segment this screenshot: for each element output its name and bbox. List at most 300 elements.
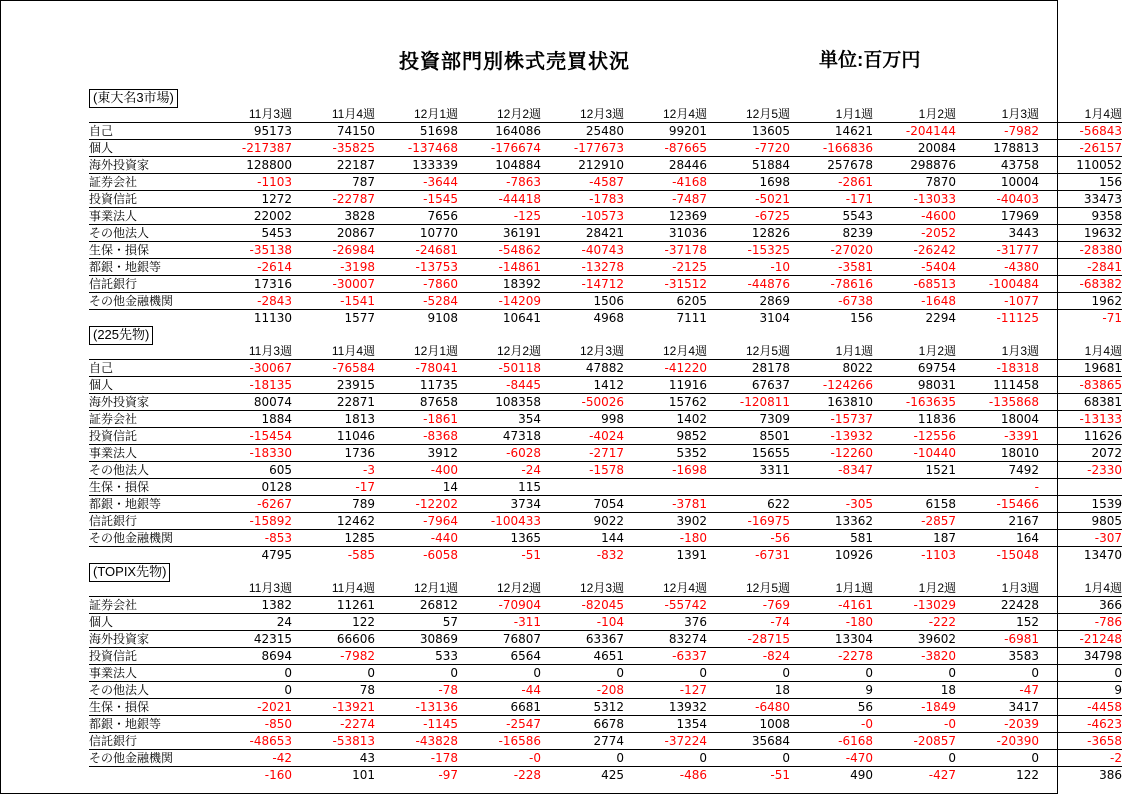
header-row xyxy=(89,106,1122,123)
data-cell: 63367 xyxy=(541,631,624,648)
data-cell: -7860 xyxy=(375,276,458,293)
data-cell: -56843 xyxy=(1039,123,1122,140)
data-cell: -15325 xyxy=(707,242,790,259)
data-cell: -6725 xyxy=(707,208,790,225)
table-row xyxy=(89,496,1122,513)
data-cell: 164 xyxy=(956,530,1039,547)
data-cell: -35825 xyxy=(292,140,375,157)
data-cell: -3644 xyxy=(375,174,458,191)
data-cell: -7487 xyxy=(624,191,707,208)
data-cell: -180 xyxy=(624,530,707,547)
column-header: 12月2週 xyxy=(458,106,541,123)
data-cell: -3820 xyxy=(873,648,956,665)
data-cell: -305 xyxy=(790,496,873,513)
data-cell: 9 xyxy=(790,682,873,699)
data-cell: 0 xyxy=(541,665,624,682)
data-cell: -14209 xyxy=(458,293,541,310)
data-cell: -400 xyxy=(375,462,458,479)
column-header: 1月4週 xyxy=(1039,580,1122,597)
column-header: 12月4週 xyxy=(624,343,707,360)
data-cell: 5543 xyxy=(790,208,873,225)
data-cell: 0 xyxy=(707,750,790,767)
data-cell: -2717 xyxy=(541,445,624,462)
data-cell: 7870 xyxy=(873,174,956,191)
data-cell: -13033 xyxy=(873,191,956,208)
row-label: 海外投資家 xyxy=(89,157,209,174)
data-cell: -15737 xyxy=(790,411,873,428)
data-cell: -2547 xyxy=(458,716,541,733)
table-row xyxy=(89,276,1122,293)
row-label: 投資信託 xyxy=(89,648,209,665)
data-cell: -7720 xyxy=(707,140,790,157)
total-row xyxy=(89,767,1122,784)
data-cell: -76584 xyxy=(292,360,375,377)
data-cell: -6028 xyxy=(458,445,541,462)
data-cell: 1412 xyxy=(541,377,624,394)
data-cell: -5284 xyxy=(375,293,458,310)
data-cell: -10 xyxy=(707,259,790,276)
data-cell: 43758 xyxy=(956,157,1039,174)
data-cell: 7656 xyxy=(375,208,458,225)
total-cell: -6731 xyxy=(755,548,790,562)
data-cell: 18392 xyxy=(458,276,541,293)
row-label: その他金融機関 xyxy=(89,750,209,767)
data-cell: 787 xyxy=(292,174,375,191)
data-cell: 69754 xyxy=(873,360,956,377)
row-label: 信託銀行 xyxy=(89,513,209,530)
total-cell: 101 xyxy=(352,768,375,782)
data-cell: 13362 xyxy=(790,513,873,530)
data-cell: -120811 xyxy=(707,394,790,411)
column-header: 12月1週 xyxy=(375,106,458,123)
header-row xyxy=(89,343,1122,360)
row-label: 都銀・地銀等 xyxy=(89,496,209,513)
table-row xyxy=(89,208,1122,225)
data-cell: -16975 xyxy=(707,513,790,530)
data-cell: 8694 xyxy=(209,648,292,665)
row-label: 都銀・地銀等 xyxy=(89,716,209,733)
table-row xyxy=(89,648,1122,665)
table-row xyxy=(89,360,1122,377)
data-cell: -22787 xyxy=(292,191,375,208)
data-cell: 0 xyxy=(624,665,707,682)
data-cell: 11735 xyxy=(375,377,458,394)
data-cell: 43 xyxy=(292,750,375,767)
table-row xyxy=(89,140,1122,157)
data-cell: -217387 xyxy=(209,140,292,157)
data-cell: -163635 xyxy=(873,394,956,411)
total-cell: -160 xyxy=(264,768,292,782)
row-label: その他金融機関 xyxy=(89,530,209,547)
data-cell: -1103 xyxy=(209,174,292,191)
data-cell: -7982 xyxy=(956,123,1039,140)
data-cell: -48653 xyxy=(209,733,292,750)
data-cell: 1506 xyxy=(541,293,624,310)
data-cell: 36191 xyxy=(458,225,541,242)
column-header: 1月2週 xyxy=(873,580,956,597)
table-body xyxy=(89,597,1122,784)
data-cell: -222 xyxy=(873,614,956,631)
data-cell: -204144 xyxy=(873,123,956,140)
total-cell: -228 xyxy=(513,768,541,782)
block-title: (225先物) xyxy=(89,326,153,345)
data-cell: -78616 xyxy=(790,276,873,293)
data-cell: 1402 xyxy=(624,411,707,428)
data-cell: 95173 xyxy=(209,123,292,140)
data-cell: 13304 xyxy=(790,631,873,648)
data-cell: 8501 xyxy=(707,428,790,445)
total-cell: 1391 xyxy=(676,548,707,562)
data-cell: -30067 xyxy=(209,360,292,377)
data-cell: -3391 xyxy=(956,428,1039,445)
data-cell: -208 xyxy=(541,682,624,699)
column-header: 12月5週 xyxy=(707,343,790,360)
total-cell: 156 xyxy=(850,311,873,325)
data-cell: 0 xyxy=(624,750,707,767)
data-cell: -127 xyxy=(624,682,707,699)
table-row xyxy=(89,225,1122,242)
row-label: 投資信託 xyxy=(89,428,209,445)
data-cell: 1736 xyxy=(292,445,375,462)
data-cell: 28446 xyxy=(624,157,707,174)
row-label: 個人 xyxy=(89,140,209,157)
row-label: 証券会社 xyxy=(89,597,209,614)
data-cell: -43828 xyxy=(375,733,458,750)
data-cell: 1962 xyxy=(1039,293,1122,310)
data-cell: 18 xyxy=(707,682,790,699)
column-header: 11月4週 xyxy=(292,580,375,597)
data-cell xyxy=(790,479,873,496)
data-cell: 1884 xyxy=(209,411,292,428)
data-cell: 581 xyxy=(790,530,873,547)
row-label: 信託銀行 xyxy=(89,733,209,750)
data-cell: -1849 xyxy=(873,699,956,716)
data-cell: 6681 xyxy=(458,699,541,716)
data-cell: -17 xyxy=(292,479,375,496)
data-cell: -87665 xyxy=(624,140,707,157)
data-cell: 3417 xyxy=(956,699,1039,716)
data-cell: 22428 xyxy=(956,597,1039,614)
data-cell: 212910 xyxy=(541,157,624,174)
data-cell: -1578 xyxy=(541,462,624,479)
data-cell: -4380 xyxy=(956,259,1039,276)
data-cell: 133339 xyxy=(375,157,458,174)
data-cell: -2614 xyxy=(209,259,292,276)
data-cell: -31777 xyxy=(956,242,1039,259)
data-cell: -40403 xyxy=(956,191,1039,208)
total-row xyxy=(89,547,1122,564)
data-cell: 0128 xyxy=(209,479,292,496)
data-cell: -180 xyxy=(790,614,873,631)
data-cell: 18 xyxy=(873,682,956,699)
data-cell: -166836 xyxy=(790,140,873,157)
table-header xyxy=(89,343,1122,360)
data-cell: -5021 xyxy=(707,191,790,208)
data-cell: -1545 xyxy=(375,191,458,208)
data-cell: 80074 xyxy=(209,394,292,411)
data-cell: 83274 xyxy=(624,631,707,648)
data-cell: -5404 xyxy=(873,259,956,276)
data-cell: -7982 xyxy=(292,648,375,665)
data-cell: 1539 xyxy=(1039,496,1122,513)
row-label: 個人 xyxy=(89,614,209,631)
table-row xyxy=(89,733,1122,750)
data-cell: -6981 xyxy=(956,631,1039,648)
data-cell: 7054 xyxy=(541,496,624,513)
data-cell: 28178 xyxy=(707,360,790,377)
data-cell: 122 xyxy=(292,614,375,631)
total-cell: -427 xyxy=(928,768,956,782)
column-header: 12月3週 xyxy=(541,106,624,123)
data-cell: 257678 xyxy=(790,157,873,174)
data-cell: -15892 xyxy=(209,513,292,530)
data-cell: 605 xyxy=(209,462,292,479)
data-cell: 622 xyxy=(707,496,790,513)
data-cell: 6564 xyxy=(458,648,541,665)
data-cell: 0 xyxy=(707,665,790,682)
data-cell: -0 xyxy=(873,716,956,733)
column-header: 12月1週 xyxy=(375,343,458,360)
total-cell: 13470 xyxy=(1083,548,1122,562)
column-header: 1月2週 xyxy=(873,106,956,123)
data-cell xyxy=(873,479,956,496)
total-cell: -11125 xyxy=(996,311,1039,325)
data-cell: 11261 xyxy=(292,597,375,614)
row-label: 海外投資家 xyxy=(89,394,209,411)
data-cell: -18330 xyxy=(209,445,292,462)
data-cell: 0 xyxy=(292,665,375,682)
table-row xyxy=(89,191,1122,208)
data-cell: 108358 xyxy=(458,394,541,411)
data-cell: 1365 xyxy=(458,530,541,547)
data-cell: 57 xyxy=(375,614,458,631)
row-label: 証券会社 xyxy=(89,174,209,191)
data-cell: 10770 xyxy=(375,225,458,242)
data-cell: 98031 xyxy=(873,377,956,394)
column-header: 12月2週 xyxy=(458,580,541,597)
data-cell: -4600 xyxy=(873,208,956,225)
data-cell: -824 xyxy=(707,648,790,665)
data-cell: -1541 xyxy=(292,293,375,310)
data-cell: -6168 xyxy=(790,733,873,750)
data-cell: -78 xyxy=(375,682,458,699)
table-row xyxy=(89,716,1122,733)
row-label: 事業法人 xyxy=(89,445,209,462)
data-cell: 9022 xyxy=(541,513,624,530)
data-cell: 12369 xyxy=(624,208,707,225)
data-cell: -8445 xyxy=(458,377,541,394)
data-cell: 22002 xyxy=(209,208,292,225)
data-cell: -21248 xyxy=(1039,631,1122,648)
data-cell: 5352 xyxy=(624,445,707,462)
total-cell: -486 xyxy=(679,768,707,782)
table-row xyxy=(89,530,1122,547)
data-cell: -44876 xyxy=(707,276,790,293)
column-header: 1月3週 xyxy=(956,580,1039,597)
total-cell: -585 xyxy=(347,548,375,562)
row-label: その他法人 xyxy=(89,462,209,479)
column-header: 12月5週 xyxy=(707,580,790,597)
column-header: 11月4週 xyxy=(292,106,375,123)
data-cell: 35684 xyxy=(707,733,790,750)
total-cell: -71 xyxy=(1102,311,1122,325)
data-cell: -26157 xyxy=(1039,140,1122,157)
table-row xyxy=(89,699,1122,716)
column-header: 11月3週 xyxy=(209,343,292,360)
data-cell: 12826 xyxy=(707,225,790,242)
table-row xyxy=(89,174,1122,191)
data-cell: 51698 xyxy=(375,123,458,140)
column-header: 1月3週 xyxy=(956,343,1039,360)
data-cell: 1382 xyxy=(209,597,292,614)
table-row xyxy=(89,259,1122,276)
data-cell: -853 xyxy=(209,530,292,547)
data-cell: -13921 xyxy=(292,699,375,716)
data-cell: 10004 xyxy=(956,174,1039,191)
column-header: 1月4週 xyxy=(1039,106,1122,123)
data-cell: -44 xyxy=(458,682,541,699)
column-header: 1月3週 xyxy=(956,106,1039,123)
data-cell: -2861 xyxy=(790,174,873,191)
data-cell: -14861 xyxy=(458,259,541,276)
data-cell: 8022 xyxy=(790,360,873,377)
data-cell: -15466 xyxy=(956,496,1039,513)
data-cell: -2039 xyxy=(956,716,1039,733)
total-row xyxy=(89,310,1122,327)
data-cell: -440 xyxy=(375,530,458,547)
data-cell: 18004 xyxy=(956,411,1039,428)
data-cell: -4161 xyxy=(790,597,873,614)
table-body xyxy=(89,123,1122,327)
column-header: 1月4週 xyxy=(1039,343,1122,360)
row-label: 自己 xyxy=(89,360,209,377)
data-cell: 789 xyxy=(292,496,375,513)
data-cell: 17316 xyxy=(209,276,292,293)
data-cell: -2052 xyxy=(873,225,956,242)
data-cell: -28715 xyxy=(707,631,790,648)
data-cell: -2841 xyxy=(1039,259,1122,276)
table-row xyxy=(89,394,1122,411)
row-label: 自己 xyxy=(89,123,209,140)
data-cell xyxy=(1039,479,1122,496)
table-row xyxy=(89,445,1122,462)
data-cell: -7964 xyxy=(375,513,458,530)
data-cell: 99201 xyxy=(624,123,707,140)
page-title: 投資部門別株式売買状況 xyxy=(399,51,630,73)
total-cell: 4968 xyxy=(593,311,624,325)
data-cell: 0 xyxy=(375,665,458,682)
data-cell: 376 xyxy=(624,614,707,631)
data-cell: -850 xyxy=(209,716,292,733)
table-row xyxy=(89,513,1122,530)
data-cell: 8239 xyxy=(790,225,873,242)
data-cell: -135868 xyxy=(956,394,1039,411)
data-cell: 5312 xyxy=(541,699,624,716)
data-cell: 56 xyxy=(790,699,873,716)
total-cell: -6058 xyxy=(423,548,458,562)
data-cell: -27020 xyxy=(790,242,873,259)
row-label: 生保・損保 xyxy=(89,242,209,259)
total-cell: -1103 xyxy=(921,548,956,562)
data-cell: 11046 xyxy=(292,428,375,445)
data-cell: -12556 xyxy=(873,428,956,445)
data-cell: 6158 xyxy=(873,496,956,513)
data-cell: 17969 xyxy=(956,208,1039,225)
data-cell: -41220 xyxy=(624,360,707,377)
total-cell: 3104 xyxy=(759,311,790,325)
data-cell: -311 xyxy=(458,614,541,631)
data-cell: -37178 xyxy=(624,242,707,259)
data-cell: 1285 xyxy=(292,530,375,547)
data-cell: 3583 xyxy=(956,648,1039,665)
data-cell: -104 xyxy=(541,614,624,631)
total-cell: 1577 xyxy=(344,311,375,325)
column-header: 12月1週 xyxy=(375,580,458,597)
data-cell: 1272 xyxy=(209,191,292,208)
column-header: 12月5週 xyxy=(707,106,790,123)
column-header: 1月1週 xyxy=(790,106,873,123)
data-cell: -2125 xyxy=(624,259,707,276)
data-cell: 3311 xyxy=(707,462,790,479)
total-cell: 425 xyxy=(601,768,624,782)
data-cell: -4168 xyxy=(624,174,707,191)
data-cell: 24 xyxy=(209,614,292,631)
data-cell: 111458 xyxy=(956,377,1039,394)
data-cell: -3198 xyxy=(292,259,375,276)
data-cell: 2774 xyxy=(541,733,624,750)
table-row xyxy=(89,123,1122,140)
data-cell: 6678 xyxy=(541,716,624,733)
data-cell: -178 xyxy=(375,750,458,767)
data-cell: - xyxy=(956,479,1039,496)
header-corner xyxy=(89,343,209,360)
data-cell: -13278 xyxy=(541,259,624,276)
data-cell: 14 xyxy=(375,479,458,496)
data-cell: -3 xyxy=(292,462,375,479)
table-row xyxy=(89,411,1122,428)
data-cell: -15454 xyxy=(209,428,292,445)
data-cell: -6480 xyxy=(707,699,790,716)
column-header: 1月1週 xyxy=(790,343,873,360)
data-cell: -3781 xyxy=(624,496,707,513)
data-cell xyxy=(541,479,624,496)
data-table xyxy=(89,343,1122,563)
data-cell: -24681 xyxy=(375,242,458,259)
data-cell: 11836 xyxy=(873,411,956,428)
data-cell: 19632 xyxy=(1039,225,1122,242)
data-cell: 0 xyxy=(790,665,873,682)
block-title: (TOPIX先物) xyxy=(89,563,170,582)
data-cell: 3902 xyxy=(624,513,707,530)
data-cell: 1521 xyxy=(873,462,956,479)
data-cell: 1354 xyxy=(624,716,707,733)
data-cell: -44418 xyxy=(458,191,541,208)
table-row xyxy=(89,614,1122,631)
total-cell: 10926 xyxy=(834,548,873,562)
row-label: 事業法人 xyxy=(89,208,209,225)
data-cell: 115 xyxy=(458,479,541,496)
total-label xyxy=(89,767,209,784)
data-cell: 15655 xyxy=(707,445,790,462)
data-cell: 0 xyxy=(458,665,541,682)
total-cell: 386 xyxy=(1099,768,1122,782)
data-cell: 0 xyxy=(873,750,956,767)
data-cell: -2330 xyxy=(1039,462,1122,479)
data-cell: -13029 xyxy=(873,597,956,614)
data-cell: -0 xyxy=(458,750,541,767)
column-header: 12月3週 xyxy=(541,343,624,360)
data-cell: -55742 xyxy=(624,597,707,614)
